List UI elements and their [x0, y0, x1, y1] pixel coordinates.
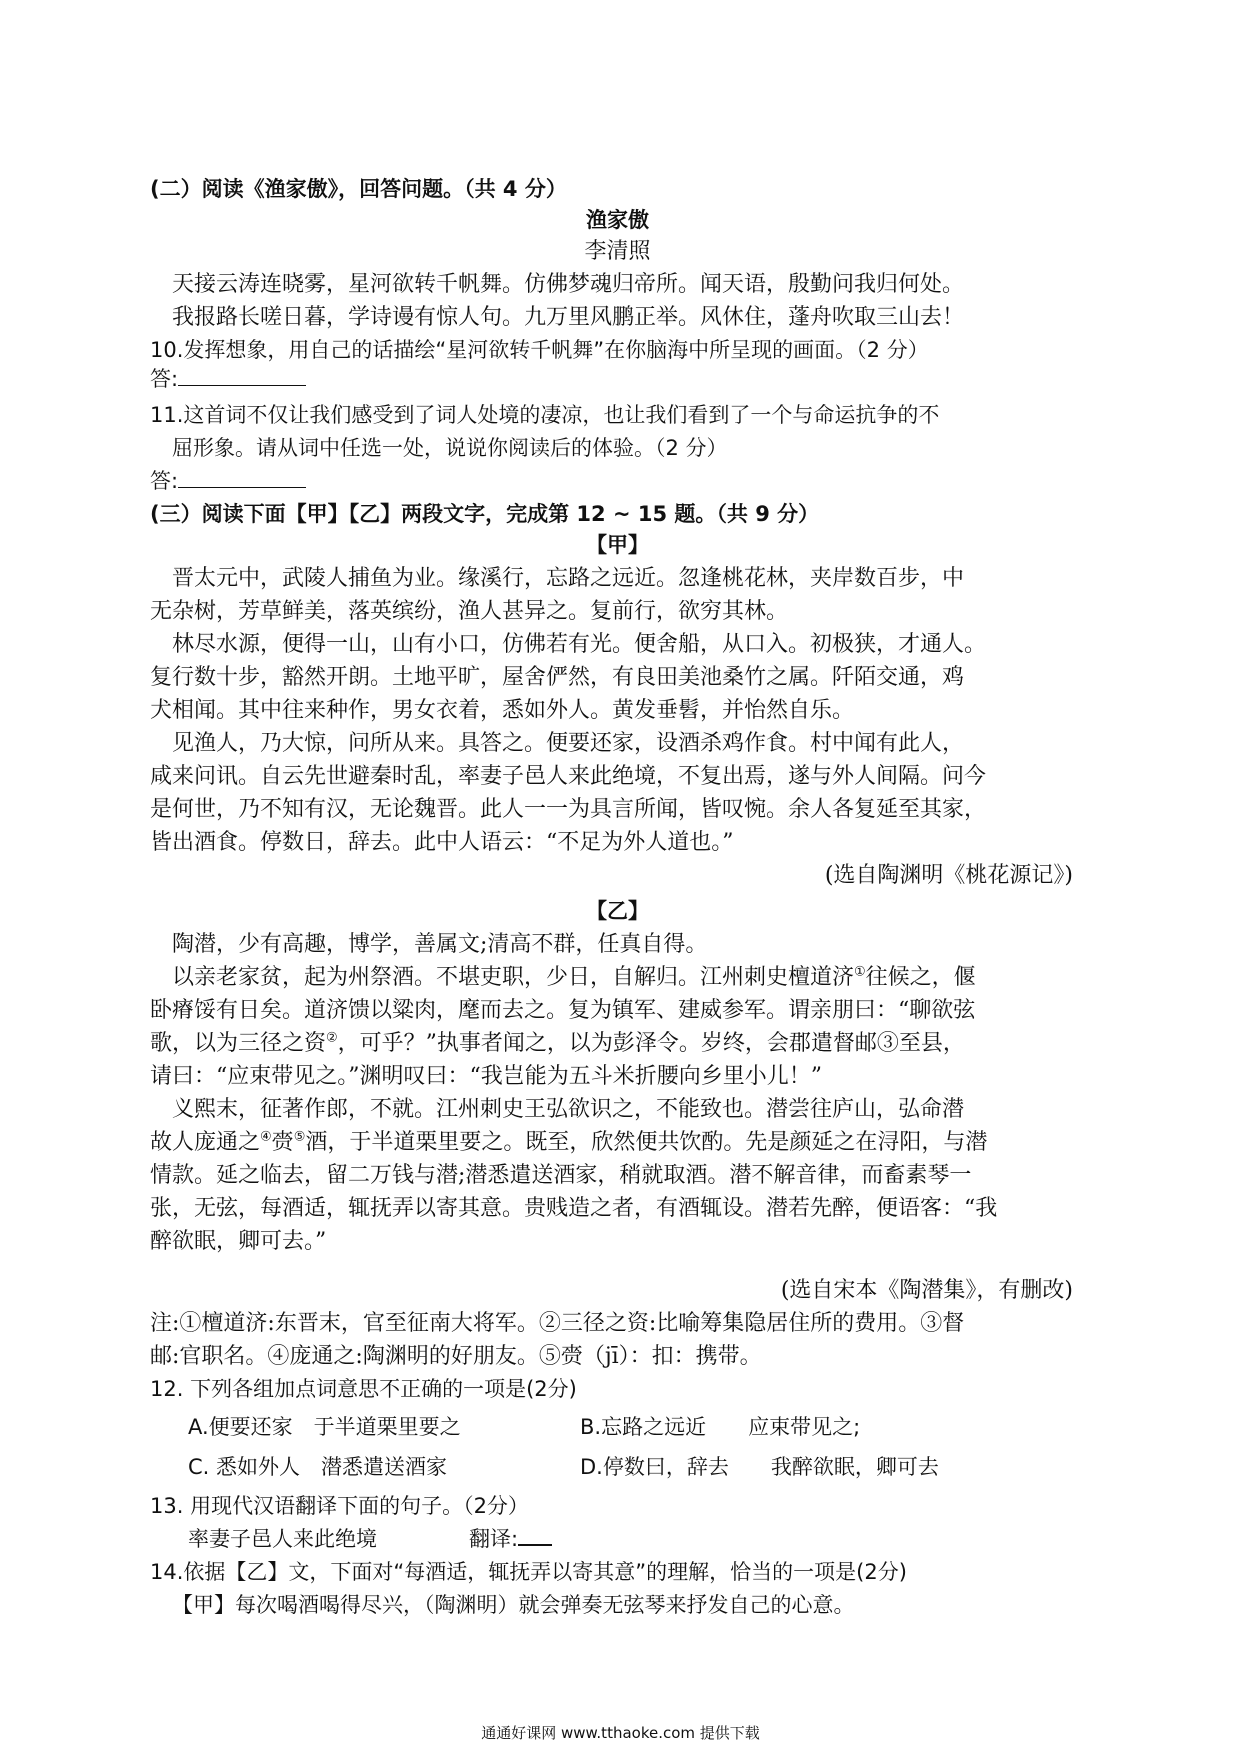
- page-content: [150, 176, 1085, 1619]
- yi-line: 张，无弦，每酒适，辄抚弄以寄其意。贵贱造之者，有酒辄设。潜若先醉，便语客：“我: [150, 1196, 998, 1221]
- q12-options-row: [150, 1407, 1085, 1447]
- q12-options-row: [150, 1447, 1085, 1487]
- yi-text: 往候之，偃: [865, 965, 976, 990]
- question-11-cont: 屈形象。请从词中任选一处，说说你阅读后的体验。（2 分）: [172, 436, 728, 460]
- yi-text: 酒，于半道栗里要之。既至，欣然便共饮酌。先是颜延之在浔阳，与潜: [305, 1130, 988, 1155]
- footnote-marker: ⑤: [293, 1129, 306, 1145]
- jia-line: 是何世，乃不知有汉，无论魏晋。此人一一为具言所闻，皆叹惋。余人各复延至其家，: [150, 797, 987, 822]
- footnote-marker: ②: [326, 1030, 338, 1046]
- yi-line: [150, 1129, 1085, 1156]
- answer-line-10: [150, 366, 1085, 393]
- yi-text: 故人庞通之: [150, 1130, 261, 1155]
- yi-line: 醉欲眠，卿可去。”: [150, 1229, 327, 1254]
- question-13: 13. 用现代汉语翻译下面的句子。（2分）: [150, 1494, 529, 1518]
- poem-title: 渔家傲: [586, 208, 649, 232]
- footnote-marker: ④: [260, 1129, 272, 1145]
- jia-line: 犬相闻。其中往来种作，男女衣着，悉如外人。黄发垂髫，并怡然自乐。: [150, 698, 855, 723]
- answer-line-11: [150, 468, 1085, 495]
- section3-heading: (三）阅读下面【甲】【乙】两段文字，完成第 12 ~ 15 题。（共 9 分）: [150, 502, 820, 526]
- footnote-marker: ①: [854, 964, 866, 980]
- yi-line: 请曰：“应束带见之。”渊明叹曰：“我岂能为五斗米折腰向乡里小儿！”: [150, 1064, 822, 1089]
- question-10: 10.发挥想象，用自己的话描绘“星河欲转千帆舞”在你脑海中所呈现的画面。（2 分）: [150, 338, 929, 362]
- jia-line: 皆出酒食。停数日，辞去。此中人语云：“不足为外人道也。”: [150, 830, 734, 855]
- yi-line: 情款。延之临去，留二万钱与潜;潜悉遣送酒家，稍就取酒。潜不解音律，而畜素琴一: [150, 1163, 972, 1188]
- poem-line: 天接云涛连晓雾，星河欲转千帆舞。仿佛梦魂归帝所。闻天语，殷勤问我归何处。: [172, 272, 965, 297]
- yi-line: 卧瘠馁有日矣。道济馈以粱肉，麾而去之。复为镇军、建威参军。谓亲朋曰：“聊欲弦: [150, 998, 976, 1023]
- jia-line: 复行数十步，豁然开朗。土地平旷，屋舍俨然，有良田美池桑竹之属。阡陌交通，鸡: [150, 665, 965, 690]
- jia-line: 咸来问讯。自云先世避秦时乱，率妻子邑人来此绝境，不复出焉，遂与外人间隔。问今: [150, 764, 987, 789]
- question-14: 14.依据【乙】文，下面对“每酒适，辄抚弄以寄其意”的理解，恰当的一项是(2分): [150, 1560, 907, 1584]
- yi-title: 【乙】: [586, 899, 649, 923]
- jia-line: 见渔人，乃大惊，问所从来。具答之。便要还家，设酒杀鸡作食。村中闻有此人，: [172, 731, 965, 756]
- q12-option-d[interactable]: D.停数曰，辞去 我醉欲眠，卿可去: [580, 1455, 939, 1479]
- jia-line: 林尽水源，便得一山，山有小口，仿佛若有光。便舍船，从口入。初极狭，才通人。: [172, 632, 987, 657]
- yi-line: [150, 1030, 1085, 1057]
- yi-source: (选自宋本《陶潜集》，有删改): [780, 1278, 1073, 1303]
- q12-option-c[interactable]: C. 悉如外人 潜悉遣送酒家: [188, 1455, 448, 1479]
- yi-text: ，可乎？”执事者闻之，以为彭泽令。岁终，会郡遣督邮③至县，: [337, 1031, 965, 1056]
- q13-sentence-line: [150, 1526, 1085, 1553]
- translate-blank[interactable]: [518, 1526, 552, 1546]
- note-line: 注:①檀道济:东晋末，官至征南大将军。②三径之资:比喻筹集隐居住所的费用。③督: [150, 1311, 965, 1336]
- q14-option[interactable]: 【甲】每次喝酒喝得尽兴，（陶渊明）就会弹奏无弦琴来抒发自己的心意。: [172, 1593, 855, 1617]
- note-line: 邮:官职名。④庞通之:陶渊明的好朋友。⑤赍（jī）：扣：携带。: [150, 1344, 762, 1369]
- poem-line: 我报路长嗟日暮，学诗谩有惊人句。九万里风鹏正举。风休住，蓬舟吹取三山去！: [172, 305, 965, 330]
- jia-source: (选自陶渊明《桃花源记》): [824, 863, 1073, 888]
- poem-author: 李清照: [584, 239, 651, 264]
- answer-blank[interactable]: [178, 469, 306, 488]
- answer-label: 答:: [150, 469, 179, 493]
- yi-line: 义熙末，征著作郎，不就。江州刺史王弘欲识之，不能致也。潜尝往庐山，弘命潜: [172, 1097, 965, 1122]
- q12-option-b[interactable]: B.忘路之远近 应束带见之;: [580, 1415, 861, 1439]
- jia-line: 无杂树，芳草鲜美，落英缤纷，渔人甚异之。复前行，欲穷其林。: [150, 599, 789, 624]
- section2-heading: (二）阅读《渔家傲》，回答问题。（共 4 分）: [150, 177, 567, 201]
- q13-sentence: 率妻子邑人来此绝境: [188, 1527, 377, 1551]
- yi-text: 赍: [271, 1130, 294, 1155]
- footer-credit: 通通好课网 www.tthaoke.com 提供下载: [481, 1724, 760, 1742]
- jia-title: 【甲】: [586, 533, 649, 557]
- q13-translate-label: 翻译:: [469, 1527, 519, 1551]
- jia-line: 晋太元中，武陵人捕鱼为业。缘溪行，忘路之远近。忽逢桃花林，夹岸数百步，中: [172, 566, 965, 591]
- yi-text: 歌，以为三径之资: [150, 1031, 327, 1056]
- yi-line: [150, 964, 1085, 991]
- answer-blank[interactable]: [178, 367, 306, 386]
- question-11: 11.这首词不仅让我们感受到了词人处境的凄凉，也让我们看到了一个与命运抗争的不: [150, 403, 940, 427]
- yi-text: 以亲老家贫，起为州祭酒。不堪吏职，少日，自解归。江州刺史檀道济: [172, 965, 855, 990]
- question-12: 12. 下列各组加点词意思不正确的一项是(2分): [150, 1377, 577, 1401]
- answer-label: 答:: [150, 367, 179, 391]
- yi-line: 陶潜，少有高趣，博学，善属文;清高不群，任真自得。: [172, 932, 708, 957]
- q12-option-a[interactable]: A.便要还家 于半道栗里要之: [188, 1415, 461, 1439]
